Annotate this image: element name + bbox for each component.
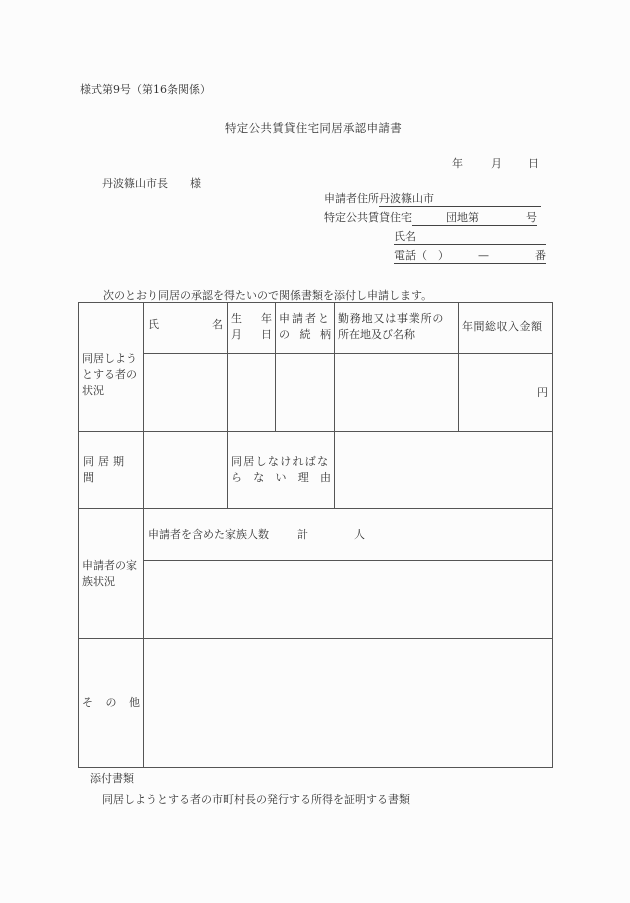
date-year-label: 年 [452,157,463,170]
applicant-housing-field[interactable] [412,210,537,226]
family-section-label-cell [79,509,144,639]
period-row [79,432,553,509]
family-detail-input[interactable] [144,561,553,639]
col-relation-char: 柄 [320,328,331,341]
period-label: 同居期間 [83,455,128,484]
family-count-label: 申請者を含めた家族人数 [148,527,269,541]
other-label-cell [79,639,144,768]
cohabitant-data-row [79,354,553,432]
applicant-name-field[interactable] [394,229,546,245]
date-line [452,155,539,171]
phone-dash: — [478,249,489,262]
cohabitant-section-label-cell [79,303,144,432]
attachments-item: 同居しようとする者の市町村長の発行する所得を証明する書類 [102,793,410,806]
reason-label-char: 由 [320,471,331,484]
col-birth-header [228,303,276,354]
reason-label-cell [228,432,335,509]
family-total-label: 計 [297,527,308,541]
other-label-char: 他 [129,696,140,709]
form-id: 様式第9号（第16条関係） [80,83,211,96]
other-label-char: そ [82,696,93,709]
col-workplace-line2: 所在地及び名称 [338,328,415,341]
col-birth-char: 年 [261,312,272,325]
applicant-housing-label: 特定公共賃貸住宅 [324,211,412,224]
reason-label-char: 理 [297,471,309,484]
cohabitant-section-label: 同居しようとする者の状況 [82,352,137,397]
applicant-phone-row [394,248,546,265]
period-label-cell [79,432,144,509]
col-relation-char: の [279,328,290,341]
col-name-char-2: 名 [212,318,223,331]
reason-label-char: い [275,471,287,484]
reason-label-char: な [253,471,265,484]
col-birth-char: 日 [261,328,272,341]
phone-label: 電話（ ） [394,249,449,262]
reason-label-line1: 同居しなければな [231,455,330,468]
col-relation-line1: 申請者と [279,312,331,325]
cohabitant-income-input[interactable] [459,354,553,432]
other-label-char: の [105,696,117,709]
income-unit: 円 [537,385,548,399]
housing-number-suffix: 号 [526,211,537,224]
cohabitant-header-row [79,303,553,354]
applicant-name-row [394,229,546,246]
family-person-unit: 人 [354,527,365,541]
applicant-address-field[interactable] [379,191,541,207]
applicant-housing-row [324,210,537,227]
family-count-row [79,509,553,561]
page-title: 特定公共賃貸住宅同居承認申請書 [225,121,402,135]
col-birth-char: 月 [231,328,242,341]
cohabitant-workplace-input[interactable] [335,354,459,432]
date-day-label: 日 [528,157,539,170]
col-income-header [459,303,553,354]
other-row [79,639,553,768]
date-month-label: 月 [491,157,502,170]
col-relation-char: 続 [299,328,311,341]
attachments-heading: 添付書類 [90,772,134,785]
applicant-name-label: 氏名 [394,230,416,243]
intro-text: 次のとおり同居の承認を得たいので関係書類を添付し申請します。 [103,289,433,302]
col-workplace-line1: 勤務地又は事業所の [338,312,445,325]
application-table [78,302,553,768]
col-income-label: 年間総収入金額 [462,320,543,333]
addressee: 丹波篠山市長 様 [102,177,201,190]
col-name-char-1: 氏 [148,318,159,331]
family-detail-row [79,561,553,639]
cohabitant-birthdate-input[interactable] [228,354,276,432]
reason-input[interactable] [335,432,553,509]
applicant-address-label: 申請者住所 [324,192,379,205]
col-name-header [144,303,228,354]
cohabitant-name-input[interactable] [144,354,228,432]
family-section-label: 申請者の家族状況 [82,558,137,588]
col-birth-char: 生 [231,312,242,325]
period-input[interactable] [144,432,228,509]
cohabitant-relation-input[interactable] [276,354,335,432]
applicant-phone-field[interactable] [394,248,546,264]
col-relation-header [276,303,335,354]
other-input[interactable] [144,639,553,768]
phone-suffix: 番 [535,249,546,262]
housing-complex-label: 団地第 [446,211,479,224]
reason-label-char: ら [231,471,242,484]
applicant-address-row [324,191,541,208]
col-workplace-header [335,303,459,354]
applicant-address-value: 丹波篠山市 [379,192,434,205]
family-count-cell [144,509,553,561]
